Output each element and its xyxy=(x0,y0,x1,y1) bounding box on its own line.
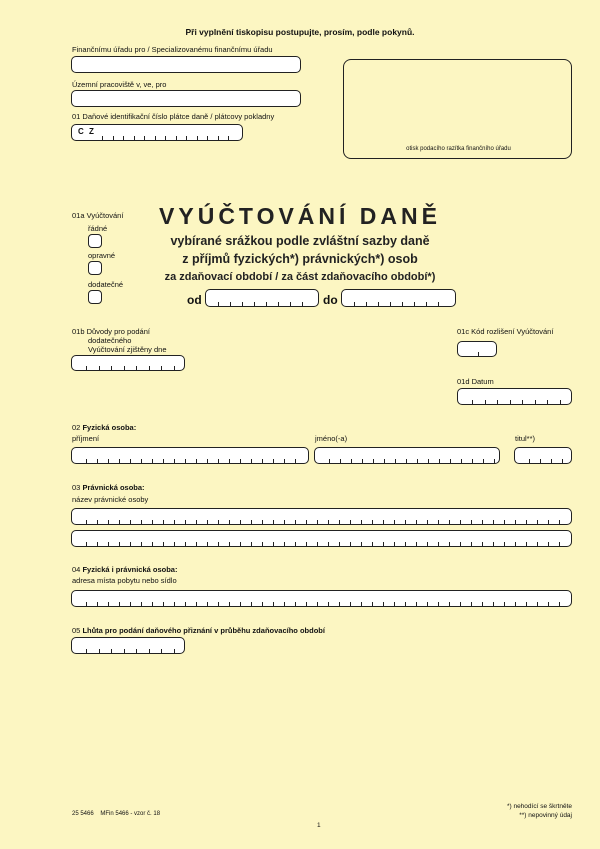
footnote-1: *) nehodící se škrtněte xyxy=(506,803,572,810)
cell-tick xyxy=(262,459,263,463)
datum-field[interactable] xyxy=(457,388,572,405)
cell-tick xyxy=(149,366,150,370)
cell-tick xyxy=(229,542,230,546)
duvody-date-field[interactable] xyxy=(71,355,185,371)
cell-tick xyxy=(328,602,329,606)
cell-tick xyxy=(361,542,362,546)
cell-tick xyxy=(290,302,291,306)
header-instruction: Při vyplnění tiskopisu postupujte, prosím, podle pokynů. xyxy=(185,27,415,37)
cell-tick xyxy=(427,602,428,606)
titul-field[interactable] xyxy=(514,447,572,464)
cell-tick xyxy=(108,602,109,606)
adresa-label: adresa místa pobytu nebo sídlo xyxy=(72,576,177,585)
cell-tick xyxy=(174,649,175,653)
cell-tick xyxy=(108,542,109,546)
cell-tick xyxy=(196,520,197,524)
cell-tick xyxy=(438,302,439,306)
cell-tick xyxy=(165,136,166,140)
cell-tick xyxy=(515,542,516,546)
cell-tick xyxy=(284,542,285,546)
cell-tick xyxy=(350,520,351,524)
cell-tick xyxy=(354,302,355,306)
cell-tick xyxy=(174,602,175,606)
cell-tick xyxy=(174,542,175,546)
cell-tick xyxy=(394,602,395,606)
cell-tick xyxy=(406,459,407,463)
cell-tick xyxy=(306,520,307,524)
cell-tick xyxy=(254,302,255,306)
cell-tick xyxy=(174,459,175,463)
cell-tick xyxy=(86,459,87,463)
cell-tick xyxy=(97,520,98,524)
cell-tick xyxy=(361,602,362,606)
cell-tick xyxy=(86,542,87,546)
cell-tick xyxy=(152,520,153,524)
fyzicka-section-no: 02 xyxy=(72,423,81,432)
cell-tick xyxy=(540,459,541,463)
cell-tick xyxy=(537,542,538,546)
cell-tick xyxy=(176,136,177,140)
cell-tick xyxy=(510,400,511,404)
dic-prefix-z: Z xyxy=(89,127,94,136)
cell-tick xyxy=(230,302,231,306)
cell-tick xyxy=(383,602,384,606)
cell-tick xyxy=(97,459,98,463)
pravnicka-section-label: Právnická osoba: xyxy=(82,483,145,492)
cell-tick xyxy=(362,459,363,463)
cell-tick xyxy=(141,542,142,546)
cell-tick xyxy=(130,542,131,546)
cell-tick xyxy=(461,459,462,463)
cell-tick xyxy=(366,302,367,306)
cell-tick xyxy=(130,459,131,463)
cell-tick xyxy=(537,520,538,524)
cell-tick xyxy=(405,520,406,524)
cell-tick xyxy=(119,602,120,606)
dodatecne-label: dodatečné xyxy=(88,280,124,289)
cell-tick xyxy=(119,459,120,463)
cell-tick xyxy=(207,136,208,140)
cell-tick xyxy=(378,302,379,306)
prijmeni-field[interactable] xyxy=(71,447,309,464)
cell-tick xyxy=(414,302,415,306)
uzemni-pracoviste-field[interactable] xyxy=(71,90,301,107)
cell-tick xyxy=(141,520,142,524)
cell-tick xyxy=(373,459,374,463)
cell-tick xyxy=(372,542,373,546)
cell-tick xyxy=(504,542,505,546)
cell-tick xyxy=(494,459,495,463)
cell-tick xyxy=(372,602,373,606)
cell-tick xyxy=(242,302,243,306)
cell-tick xyxy=(472,400,473,404)
cell-tick xyxy=(99,366,100,370)
cell-tick xyxy=(372,520,373,524)
cell-tick xyxy=(449,542,450,546)
cell-tick xyxy=(394,542,395,546)
cell-tick xyxy=(416,542,417,546)
duvody-label-2: dodatečného xyxy=(88,336,132,345)
cell-tick xyxy=(482,542,483,546)
dic-prefix-c: C xyxy=(78,127,84,136)
cell-tick xyxy=(478,352,479,356)
kod-field[interactable] xyxy=(457,341,497,357)
cell-tick xyxy=(196,542,197,546)
cell-tick xyxy=(493,542,494,546)
radne-checkbox[interactable] xyxy=(88,234,102,248)
cell-tick xyxy=(405,542,406,546)
cell-tick xyxy=(515,520,516,524)
cell-tick xyxy=(218,459,219,463)
prijmeni-label: příjmení xyxy=(72,434,100,443)
do-label: do xyxy=(323,293,338,307)
cell-tick xyxy=(155,136,156,140)
cell-tick xyxy=(295,520,296,524)
dic-label: 01 Daňové identifikační číslo plátce daně / plátcovy pokladny xyxy=(72,112,275,121)
cell-tick xyxy=(350,542,351,546)
cell-tick xyxy=(240,459,241,463)
page-title: VYÚČTOVÁNÍ DANĚ xyxy=(159,203,441,229)
lhuta-section-label: Lhůta pro podání daňového přiznání v průběhu zdaňovacího období xyxy=(82,626,325,635)
jmeno-field[interactable] xyxy=(314,447,500,464)
cell-tick xyxy=(559,542,560,546)
cell-tick xyxy=(174,366,175,370)
lhuta-section-title xyxy=(72,626,325,635)
cell-tick xyxy=(86,602,87,606)
cell-tick xyxy=(163,602,164,606)
fyzicka-section-title xyxy=(72,423,136,432)
cell-tick xyxy=(163,542,164,546)
cell-tick xyxy=(438,542,439,546)
cell-tick xyxy=(295,542,296,546)
cell-tick xyxy=(560,400,561,404)
cell-tick xyxy=(196,459,197,463)
cell-tick xyxy=(185,520,186,524)
cell-tick xyxy=(328,520,329,524)
cell-tick xyxy=(149,649,150,653)
adresa-field[interactable] xyxy=(71,590,572,607)
title-line-1: vybírané srážkou podle zvláštní sazby daně xyxy=(170,234,430,248)
cell-tick xyxy=(86,520,87,524)
cell-tick xyxy=(197,136,198,140)
duvody-label-1: 01b Důvody pro podání xyxy=(72,327,150,336)
cell-tick xyxy=(97,542,98,546)
cell-tick xyxy=(240,542,241,546)
cell-tick xyxy=(405,602,406,606)
cell-tick xyxy=(251,520,252,524)
od-label: od xyxy=(187,293,202,307)
cell-tick xyxy=(123,136,124,140)
cell-tick xyxy=(266,302,267,306)
cell-tick xyxy=(185,602,186,606)
cell-tick xyxy=(383,520,384,524)
form-id: 25 5466 MFin 5466 - vzor č. 18 xyxy=(72,811,161,817)
nazev-field-line-2[interactable] xyxy=(71,530,572,547)
cell-tick xyxy=(417,459,418,463)
cell-tick xyxy=(482,602,483,606)
cell-tick xyxy=(141,459,142,463)
cell-tick xyxy=(240,520,241,524)
cell-tick xyxy=(522,400,523,404)
cell-tick xyxy=(504,602,505,606)
cell-tick xyxy=(551,459,552,463)
cell-tick xyxy=(134,136,135,140)
cell-tick xyxy=(119,542,120,546)
cell-tick xyxy=(526,542,527,546)
cell-tick xyxy=(273,459,274,463)
cell-tick xyxy=(111,649,112,653)
opravne-label: opravné xyxy=(88,251,116,260)
duvody-label-3: Vyúčtování zjištěny dne xyxy=(88,345,167,354)
cell-tick xyxy=(86,649,87,653)
cell-tick xyxy=(471,602,472,606)
dic-field[interactable] xyxy=(71,124,243,141)
cell-tick xyxy=(262,542,263,546)
cell-tick xyxy=(390,302,391,306)
cell-tick xyxy=(207,542,208,546)
cell-tick xyxy=(228,136,229,140)
cell-tick xyxy=(152,542,153,546)
cell-tick xyxy=(97,602,98,606)
cell-tick xyxy=(547,400,548,404)
cell-tick xyxy=(438,602,439,606)
stamp-box xyxy=(343,59,572,159)
cell-tick xyxy=(460,542,461,546)
cell-tick xyxy=(207,602,208,606)
cell-tick xyxy=(108,520,109,524)
cell-tick xyxy=(339,542,340,546)
cell-tick xyxy=(317,542,318,546)
financni-urad-label: Finančnímu úřadu pro / Specializovanému finančnímu úřadu xyxy=(72,45,273,54)
cell-tick xyxy=(402,302,403,306)
cell-tick xyxy=(493,520,494,524)
cell-tick xyxy=(161,366,162,370)
cell-tick xyxy=(185,542,186,546)
cell-tick xyxy=(559,520,560,524)
cell-tick xyxy=(497,400,498,404)
cell-tick xyxy=(251,602,252,606)
title-line-3: za zdaňovací období / za část zdaňovacího období*) xyxy=(164,271,436,283)
cell-tick xyxy=(124,649,125,653)
cell-tick xyxy=(99,649,100,653)
cell-tick xyxy=(130,602,131,606)
stamp-label: otisk podacího razítka finančního úřadu xyxy=(406,146,511,152)
cell-tick xyxy=(329,459,330,463)
cell-tick xyxy=(108,459,109,463)
cell-tick xyxy=(493,602,494,606)
cell-tick xyxy=(526,520,527,524)
cell-tick xyxy=(426,302,427,306)
cell-tick xyxy=(515,602,516,606)
cell-tick xyxy=(472,459,473,463)
cell-tick xyxy=(295,602,296,606)
cell-tick xyxy=(548,542,549,546)
cell-tick xyxy=(136,649,137,653)
opravne-checkbox[interactable] xyxy=(88,261,102,275)
fyzicka-section-label: Fyzická osoba: xyxy=(82,423,137,432)
cell-tick xyxy=(471,520,472,524)
cell-tick xyxy=(161,649,162,653)
cell-tick xyxy=(383,542,384,546)
cell-tick xyxy=(548,520,549,524)
jmeno-label: jméno(-a) xyxy=(315,434,348,443)
page-number: 1 xyxy=(317,822,321,829)
cell-tick xyxy=(284,602,285,606)
cell-tick xyxy=(141,602,142,606)
do-date-field[interactable] xyxy=(341,289,456,307)
cell-tick xyxy=(152,459,153,463)
cell-tick xyxy=(218,542,219,546)
footnote-2: **) nepovinný údaj xyxy=(519,812,572,819)
adresa-section-no: 04 xyxy=(72,565,81,574)
cell-tick xyxy=(152,602,153,606)
cell-tick xyxy=(113,136,114,140)
cell-tick xyxy=(438,520,439,524)
cell-tick xyxy=(240,602,241,606)
cell-tick xyxy=(306,542,307,546)
cell-tick xyxy=(136,366,137,370)
cell-tick xyxy=(427,520,428,524)
cell-tick xyxy=(535,400,536,404)
cell-tick xyxy=(485,400,486,404)
cell-tick xyxy=(229,520,230,524)
pravnicka-section-title xyxy=(72,483,145,492)
cell-tick xyxy=(416,520,417,524)
cell-tick xyxy=(450,459,451,463)
cell-tick xyxy=(229,459,230,463)
cell-tick xyxy=(111,366,112,370)
cell-tick xyxy=(460,602,461,606)
lhuta-field[interactable] xyxy=(71,637,185,654)
cell-tick xyxy=(449,602,450,606)
cell-tick xyxy=(471,542,472,546)
cell-tick xyxy=(339,520,340,524)
cell-tick xyxy=(562,459,563,463)
cell-tick xyxy=(218,602,219,606)
cell-tick xyxy=(229,602,230,606)
cell-tick xyxy=(460,520,461,524)
cell-tick xyxy=(548,602,549,606)
cell-tick xyxy=(218,520,219,524)
cell-tick xyxy=(163,520,164,524)
cell-tick xyxy=(361,520,362,524)
cell-tick xyxy=(163,459,164,463)
cell-tick xyxy=(124,366,125,370)
datum-label: 01d Datum xyxy=(457,377,494,386)
cell-tick xyxy=(278,302,279,306)
adresa-section-title xyxy=(72,565,177,574)
adresa-section-label: Fyzická i právnická osoba: xyxy=(82,565,178,574)
vyuctovani-label: 01a Vyúčtování xyxy=(72,211,124,220)
cell-tick xyxy=(317,602,318,606)
cell-tick xyxy=(482,520,483,524)
cell-tick xyxy=(273,520,274,524)
cell-tick xyxy=(86,366,87,370)
cell-tick xyxy=(317,520,318,524)
cell-tick xyxy=(207,520,208,524)
cell-tick xyxy=(207,459,208,463)
cell-tick xyxy=(483,459,484,463)
cell-tick xyxy=(328,542,329,546)
cell-tick xyxy=(102,136,103,140)
cell-tick xyxy=(284,459,285,463)
cell-tick xyxy=(218,136,219,140)
cell-tick xyxy=(186,136,187,140)
cell-tick xyxy=(504,520,505,524)
cell-tick xyxy=(559,602,560,606)
cell-tick xyxy=(251,459,252,463)
nazev-label: název právnické osoby xyxy=(72,495,149,504)
titul-label: titul**) xyxy=(515,434,536,443)
kod-label: 01c Kód rozlišení Vyúčtování xyxy=(457,327,554,336)
cell-tick xyxy=(273,602,274,606)
cell-tick xyxy=(439,459,440,463)
cell-tick xyxy=(251,542,252,546)
title-line-2: z příjmů fyzických*) právnických*) osob xyxy=(182,252,418,266)
cell-tick xyxy=(526,602,527,606)
radne-label: řádné xyxy=(88,224,108,233)
cell-tick xyxy=(449,520,450,524)
cell-tick xyxy=(130,520,131,524)
lhuta-section-no: 05 xyxy=(72,626,81,635)
financni-urad-field[interactable] xyxy=(71,56,301,73)
cell-tick xyxy=(394,520,395,524)
cell-tick xyxy=(537,602,538,606)
cell-tick xyxy=(416,602,417,606)
cell-tick xyxy=(218,302,219,306)
cell-tick xyxy=(295,459,296,463)
cell-tick xyxy=(284,520,285,524)
cell-tick xyxy=(384,459,385,463)
cell-tick xyxy=(185,459,186,463)
cell-tick xyxy=(273,542,274,546)
cell-tick xyxy=(529,459,530,463)
cell-tick xyxy=(350,602,351,606)
uzemni-pracoviste-label: Územní pracoviště v, ve, pro xyxy=(72,80,167,89)
cell-tick xyxy=(339,602,340,606)
cell-tick xyxy=(262,520,263,524)
cell-tick xyxy=(174,520,175,524)
cell-tick xyxy=(262,602,263,606)
dodatecne-checkbox[interactable] xyxy=(88,290,102,304)
nazev-field-line-1[interactable] xyxy=(71,508,572,525)
cell-tick xyxy=(427,542,428,546)
cell-tick xyxy=(302,302,303,306)
cell-tick xyxy=(428,459,429,463)
cell-tick xyxy=(144,136,145,140)
pravnicka-section-no: 03 xyxy=(72,483,81,492)
cell-tick xyxy=(351,459,352,463)
od-date-field[interactable] xyxy=(205,289,319,307)
cell-tick xyxy=(340,459,341,463)
cell-tick xyxy=(395,459,396,463)
cell-tick xyxy=(119,520,120,524)
cell-tick xyxy=(306,602,307,606)
cell-tick xyxy=(196,602,197,606)
